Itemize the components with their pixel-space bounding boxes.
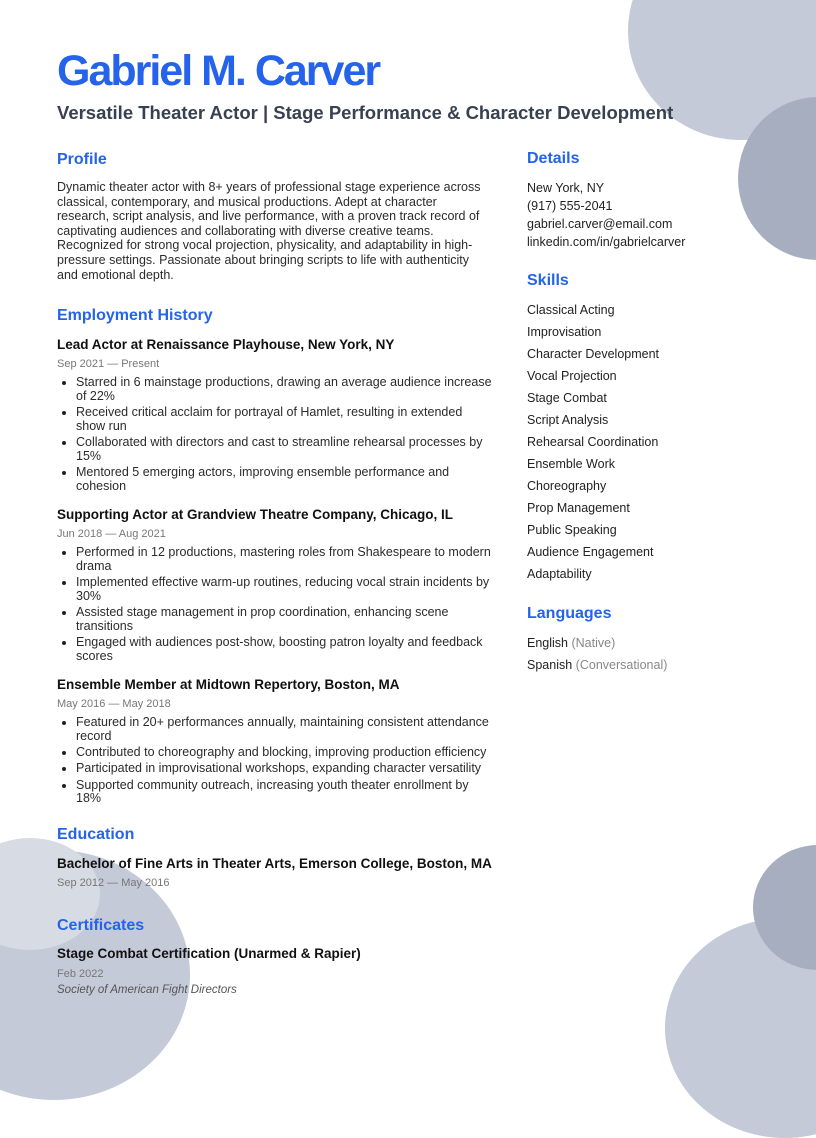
job-dates: Sep 2021 — Present xyxy=(57,358,160,371)
main-column xyxy=(57,150,492,997)
skill-item: Script Analysis xyxy=(527,413,609,427)
education-section xyxy=(57,825,492,891)
language-level: (Native) xyxy=(571,636,616,650)
skill-item: Adaptability xyxy=(527,567,592,581)
candidate-headline: Versatile Theater Actor | Stage Performance & Character Development xyxy=(57,102,674,123)
skill-item: Character Development xyxy=(527,347,660,361)
job-title: Supporting Actor at Grandview Theatre Company, Chicago, IL xyxy=(57,507,454,523)
achievement-item: • Supported community outreach, increasing youth theater enrollment by 18% xyxy=(76,779,492,807)
skill-item: Choreography xyxy=(527,479,607,493)
achievement-item: • Participated in improvisational workshops, expanding character versatility xyxy=(76,762,492,776)
job-achievements xyxy=(57,376,492,494)
profile-section xyxy=(57,150,492,282)
candidate-name: Gabriel M. Carver xyxy=(57,47,380,95)
phone-text: (917) 555-2041 xyxy=(527,199,613,213)
achievement-item: • Implemented effective warm-up routines, reducing vocal strain incidents by 30% xyxy=(76,576,492,604)
job-entry xyxy=(57,506,492,664)
certificate-date: Feb 2022 xyxy=(57,968,104,981)
certificate-issuer: Society of American Fight Directors xyxy=(57,984,237,997)
achievement-item: • Received critical acclaim for portrayal of Hamlet, resulting in extended show run xyxy=(76,406,492,434)
details-section xyxy=(527,149,777,251)
skills-section xyxy=(527,271,777,585)
job-achievements xyxy=(57,716,492,806)
location-text: New York, NY xyxy=(527,181,605,195)
achievement-item: • Engaged with audiences post-show, boosting patron loyalty and feedback scores xyxy=(76,636,492,664)
skill-item: Audience Engagement xyxy=(527,545,654,559)
achievement-item: • Featured in 20+ performances annually, maintaining consistent attendance record xyxy=(76,716,492,744)
language-name: Spanish xyxy=(527,658,573,672)
achievement-item: • Mentored 5 emerging actors, improving ensemble performance and cohesion xyxy=(76,466,492,494)
achievement-item: • Contributed to choreography and blocking, improving production efficiency xyxy=(76,746,492,760)
education-heading: Education xyxy=(57,826,135,844)
details-heading: Details xyxy=(527,150,580,167)
skill-item: Prop Management xyxy=(527,501,630,515)
email-text: gabriel.carver@email.com xyxy=(527,217,673,231)
language-item xyxy=(527,632,777,654)
job-achievements xyxy=(57,546,492,664)
job-entry xyxy=(57,336,492,494)
education-dates: Sep 2012 — May 2016 xyxy=(57,877,170,890)
sidebar-column xyxy=(527,149,777,676)
employment-section xyxy=(57,306,492,806)
job-dates: Jun 2018 — Aug 2021 xyxy=(57,528,166,541)
job-dates: May 2016 — May 2018 xyxy=(57,697,171,710)
certificates-heading: Certificates xyxy=(57,917,145,935)
languages-section xyxy=(527,604,777,676)
linkedin-text: linkedin.com/in/gabrielcarver xyxy=(527,235,686,249)
certificates-section xyxy=(57,916,492,997)
certificate-name: Stage Combat Certification (Unarmed & Rapier) xyxy=(57,946,361,962)
employment-heading: Employment History xyxy=(57,307,213,325)
achievement-item: • Performed in 12 productions, mastering roles from Shakespeare to modern drama xyxy=(76,546,492,574)
skill-item: Stage Combat xyxy=(527,391,607,405)
language-name: English xyxy=(527,636,568,650)
achievement-item: • Assisted stage management in prop coordination, enhancing scene transitions xyxy=(76,606,492,634)
degree-title: Bachelor of Fine Arts in Theater Arts, Emerson College, Boston, MA xyxy=(57,856,492,872)
job-title: Lead Actor at Renaissance Playhouse, New York, NY xyxy=(57,337,395,353)
skill-item: Public Speaking xyxy=(527,523,617,537)
skill-item: Vocal Projection xyxy=(527,369,617,383)
job-entry xyxy=(57,676,492,806)
achievement-item: • Collaborated with directors and cast to streamline rehearsal processes by 15% xyxy=(76,436,492,464)
skill-item: Improvisation xyxy=(527,325,602,339)
skills-heading: Skills xyxy=(527,272,569,289)
profile-heading: Profile xyxy=(57,151,107,168)
languages-heading: Languages xyxy=(527,605,612,622)
language-item xyxy=(527,654,777,676)
skill-item: Classical Acting xyxy=(527,303,615,317)
achievement-item: • Starred in 6 mainstage productions, drawing an average audience increase of 22% xyxy=(76,376,492,404)
skill-item: Rehearsal Coordination xyxy=(527,435,659,449)
language-level: (Conversational) xyxy=(575,658,668,672)
profile-summary: Dynamic theater actor with 8+ years of professional stage experience across classical, contemporary, and musical productions. Adept at character research, script analysis, and live performance, with a proven track record of captivating audiences and collaborating with diverse creative teams. Recognized for strong vocal projection, physicality, and adaptability in high-pressure settings. Passionate about bringing scripts to life with authenticity and emotional depth. xyxy=(57,180,481,282)
job-title: Ensemble Member at Midtown Repertory, Boston, MA xyxy=(57,676,400,692)
skill-item: Ensemble Work xyxy=(527,457,615,471)
